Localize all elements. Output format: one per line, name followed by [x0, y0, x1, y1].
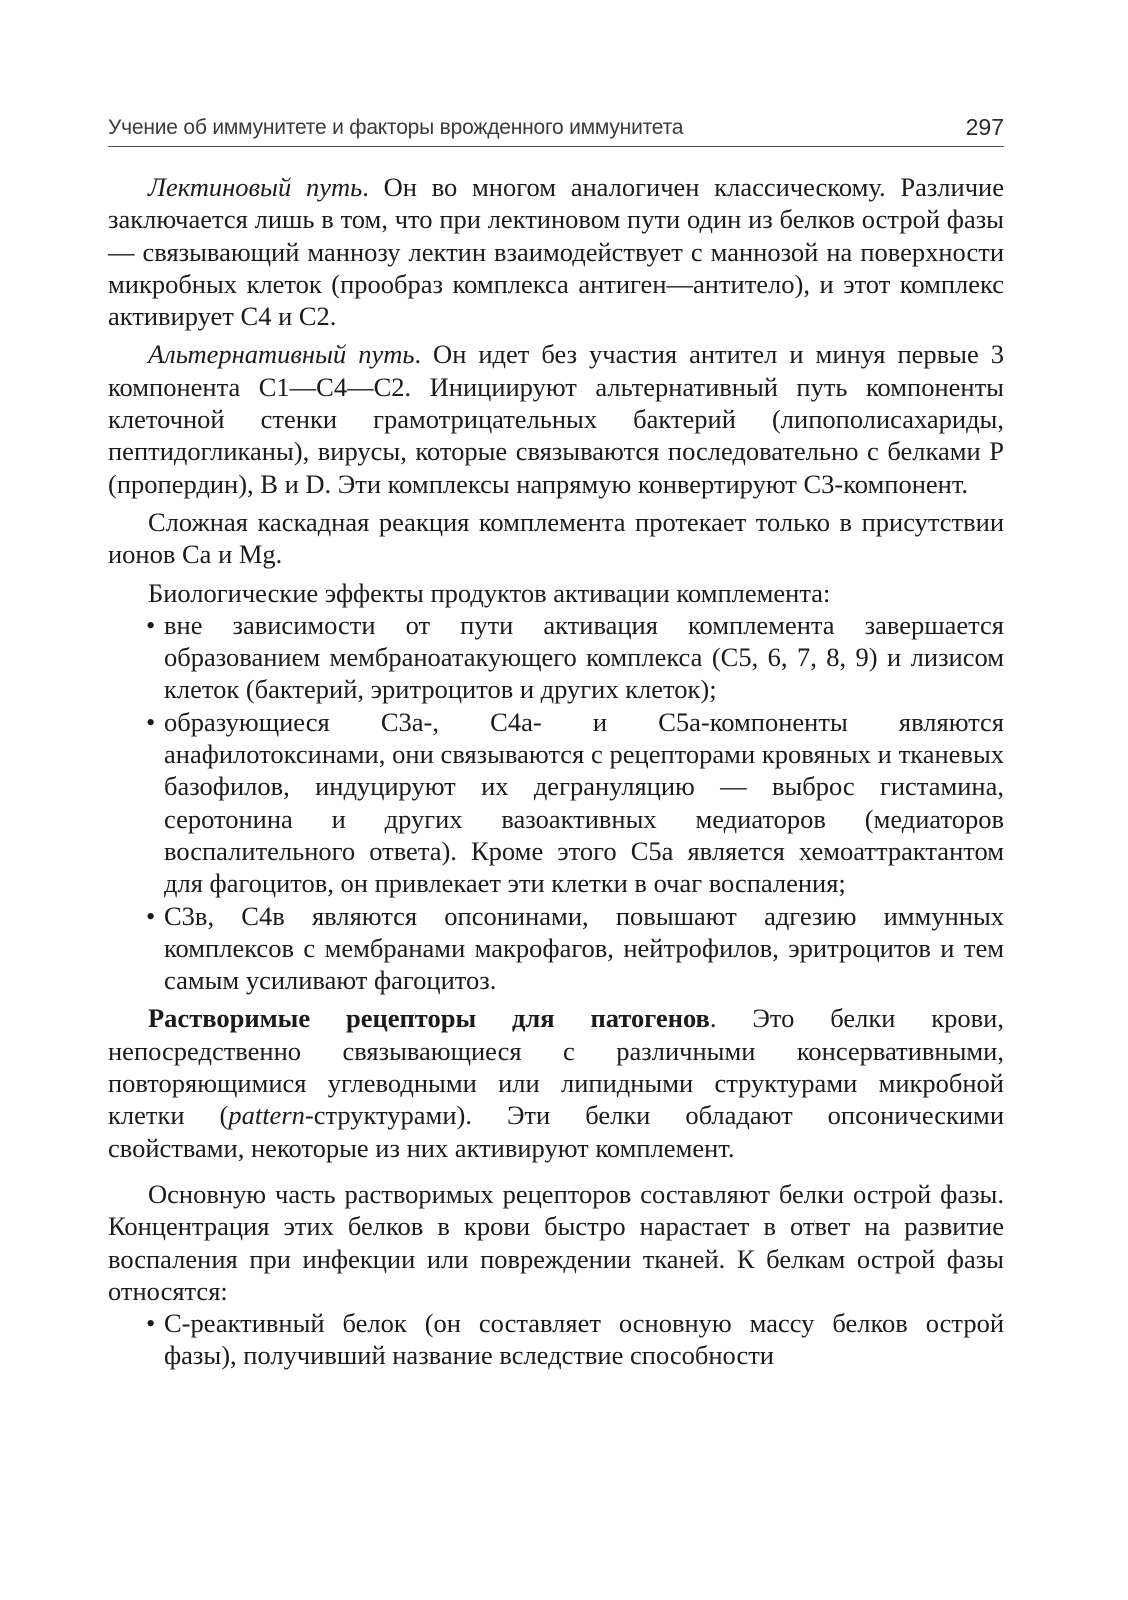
paragraph-lectin-pathway: [108, 171, 1004, 332]
paragraph-text: -структурами). Эти белки обладают опсоническими свойствами, некоторые из них активируют комплемент.: [108, 1100, 1005, 1163]
paragraph-ions: Сложная каскадная реакция комплемента протекает только в присутствии ионов Са и Mg.: [108, 506, 1004, 570]
paragraph-text: . Он во многом аналогичен классическому. Различие заключается лишь в том, что при лектиновом пути один из белков острой фазы — связывающий маннозу лектин взаимодействует с маннозой на поверхности микробных клеток (прообраз комплекса антиген—антитело), и этот комплекс активирует С4 и С2.: [108, 172, 1004, 332]
term-soluble-receptors: Растворимые рецепторы для патогенов: [148, 1003, 710, 1034]
term-lectin-pathway: Лектиновый путь: [148, 172, 363, 202]
effects-list: [108, 609, 1004, 997]
list-item: • вне зависимости от пути активация комплемента завершается образованием мембраноатакующего комплекса (С5, 6, 7, 8, 9) и лизисом клеток (бактерий, эритроцитов и других клеток);: [108, 609, 1004, 706]
list-item: • С-реактивный белок (он составляет основную массу белков острой фазы), получивший название вследствие способности: [108, 1307, 1004, 1372]
paragraph-soluble-receptors: [108, 1002, 1004, 1163]
acute-phase-list: [108, 1307, 1004, 1372]
paragraph-alternative-pathway: [108, 338, 1004, 499]
chapter-title: Учение об иммунитете и факторы врожденного иммунитета: [108, 116, 684, 139]
term-pattern: pattern: [228, 1100, 305, 1131]
term-alternative-pathway: Альтернативный путь: [148, 339, 415, 370]
page-number: 297: [965, 114, 1004, 140]
running-header: [108, 112, 1004, 147]
paragraph-text: . Он идет без участия антител и минуя первые 3 компонента С1—С4—С2. Инициируют альтернативный путь компоненты клеточной стенки грамотрицательных бактерий (липополисахариды, пептидогликаны), вирусы, которые связываются последовательно с белками Р (пропердин), В и D. Эти комплексы напрямую конвертируют С3-компонент.: [108, 339, 1004, 499]
paragraph-effects-intro: Биологические эффекты продуктов активации комплемента:: [148, 577, 831, 608]
paragraph-acute-phase: Основную часть растворимых рецепторов составляют белки острой фазы. Концентрация этих белков в крови быстро нарастает в ответ на развитие воспаления при инфекции или повреждении тканей. К белкам острой фазы относятся:: [108, 1178, 1004, 1306]
paragraph-text: . Это белки крови, непосредственно связывающиеся с различными консервативными, повторяющимися углеводными или липидными структурами микробной клетки (: [108, 1003, 1004, 1131]
page-body: [108, 171, 1004, 1372]
list-item: • С3в, С4в являются опсонинами, повышают адгезию иммунных комплексов с мембранами макрофагов, нейтрофилов, эритроцитов и тем самым усиливают фагоцитоз.: [108, 900, 1004, 997]
list-item: • образующиеся С3а-, С4а- и С5а-компоненты являются анафилотоксинами, они связываются с рецепторами кровяных и тканевых базофилов, индуцируют их дегрануляцию — выброс гистамина, серотонина и других вазоактивных медиаторов (медиаторов воспалительного ответа). Кроме этого С5а является хемоаттрактантом для фагоцитов, он привлекает эти клетки в очаг воспаления;: [108, 706, 1004, 900]
